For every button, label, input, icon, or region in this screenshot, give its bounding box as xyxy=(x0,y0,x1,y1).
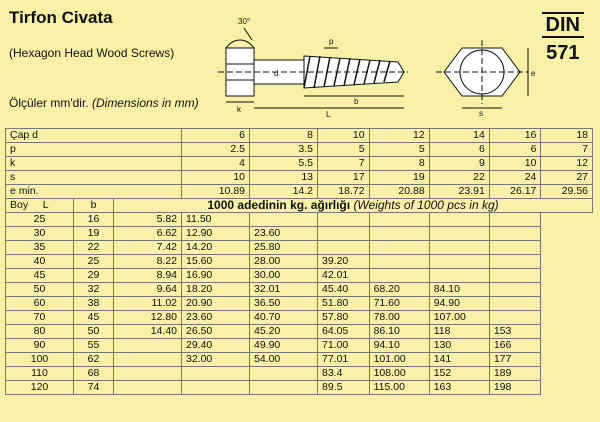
weight-cell xyxy=(489,311,541,325)
weight-cell: 7.42 xyxy=(114,241,182,255)
param-value: 24 xyxy=(489,171,541,185)
weight-cell xyxy=(369,227,429,241)
thread-length-cell: 19 xyxy=(74,227,114,241)
weight-cell xyxy=(114,339,182,353)
param-row xyxy=(6,143,593,157)
weight-cell xyxy=(429,227,489,241)
weight-cell: 118 xyxy=(429,325,489,339)
weight-cell xyxy=(369,255,429,269)
weight-cell: 94.10 xyxy=(369,339,429,353)
dim-p-label: p xyxy=(329,37,334,46)
L-header-label: L xyxy=(42,199,49,211)
din-standard xyxy=(542,12,584,65)
weight-cell: 83.4 xyxy=(318,367,370,381)
param-value: 18 xyxy=(541,129,593,143)
param-value: 5.5 xyxy=(250,157,318,171)
length-cell: 40 xyxy=(6,255,74,269)
param-value: 6 xyxy=(489,143,541,157)
weight-row xyxy=(6,297,593,311)
thread-length-cell: 50 xyxy=(74,325,114,339)
weight-cell xyxy=(429,269,489,283)
param-value: 18.72 xyxy=(318,185,370,199)
weight-row xyxy=(6,325,593,339)
weight-cell: 26.50 xyxy=(182,325,250,339)
param-value: 26.17 xyxy=(489,185,541,199)
din-label: DIN xyxy=(542,12,584,38)
length-cell: 80 xyxy=(6,325,74,339)
param-value: 27 xyxy=(541,171,593,185)
weight-cell: 152 xyxy=(429,367,489,381)
weight-cell: 39.20 xyxy=(318,255,370,269)
weight-cell: 54.00 xyxy=(250,353,318,367)
weight-cell: 45.40 xyxy=(318,283,370,297)
weight-cell: 32.00 xyxy=(182,353,250,367)
dim-e-label: e xyxy=(531,69,536,78)
param-value: 9 xyxy=(429,157,489,171)
weight-cell: 11.50 xyxy=(182,213,250,227)
length-cell: 70 xyxy=(6,311,74,325)
thread-length-cell: 22 xyxy=(74,241,114,255)
weight-cell: 115.00 xyxy=(369,381,429,395)
boy-header xyxy=(6,199,74,213)
weights-header-body xyxy=(6,199,593,213)
weight-cell xyxy=(429,213,489,227)
param-value: 12 xyxy=(369,129,429,143)
param-value: 29.56 xyxy=(541,185,593,199)
dim-s-label: s xyxy=(479,109,483,118)
weight-cell: 71.00 xyxy=(318,339,370,353)
param-value: 5 xyxy=(369,143,429,157)
param-value: 10 xyxy=(182,171,250,185)
param-value: 7 xyxy=(541,143,593,157)
weight-cell: 177 xyxy=(489,353,541,367)
weight-cell xyxy=(369,269,429,283)
page-title: Tirfon Civata xyxy=(9,8,113,27)
weight-cell xyxy=(114,367,182,381)
param-value: 14.2 xyxy=(250,185,318,199)
weight-row xyxy=(6,283,593,297)
weight-row xyxy=(6,213,593,227)
weights-body xyxy=(6,213,593,395)
param-value: 5 xyxy=(318,143,370,157)
weight-cell: 18.20 xyxy=(182,283,250,297)
param-value: 8 xyxy=(369,157,429,171)
weight-cell: 6.62 xyxy=(114,227,182,241)
param-label: p xyxy=(6,143,182,157)
weight-cell: 163 xyxy=(429,381,489,395)
weight-cell xyxy=(369,241,429,255)
thread-length-cell: 74 xyxy=(74,381,114,395)
weight-cell: 42.01 xyxy=(318,269,370,283)
weight-cell xyxy=(318,213,370,227)
weight-row xyxy=(6,241,593,255)
screw-technical-drawing xyxy=(208,10,538,118)
weight-cell: 189 xyxy=(489,367,541,381)
weight-cell xyxy=(318,227,370,241)
weight-cell: 30.00 xyxy=(250,269,318,283)
thread-length-cell: 16 xyxy=(74,213,114,227)
weight-cell: 86.10 xyxy=(369,325,429,339)
weight-cell: 23.60 xyxy=(182,311,250,325)
length-cell: 25 xyxy=(6,213,74,227)
param-row xyxy=(6,129,593,143)
weight-cell: 101.00 xyxy=(369,353,429,367)
thread-length-cell: 45 xyxy=(74,311,114,325)
weight-cell: 45.20 xyxy=(250,325,318,339)
param-value: 12 xyxy=(541,157,593,171)
thread-length-cell: 29 xyxy=(74,269,114,283)
param-value: 3.5 xyxy=(250,143,318,157)
weight-cell: 64.05 xyxy=(318,325,370,339)
param-value: 17 xyxy=(318,171,370,185)
weight-cell: 84.10 xyxy=(429,283,489,297)
weight-cell: 94.90 xyxy=(429,297,489,311)
param-row xyxy=(6,157,593,171)
weight-cell: 153 xyxy=(489,325,541,339)
weight-cell: 68.20 xyxy=(369,283,429,297)
param-label: s xyxy=(6,171,182,185)
weight-row xyxy=(6,339,593,353)
weight-cell: 49.90 xyxy=(250,339,318,353)
param-value: 4 xyxy=(182,157,250,171)
weight-row xyxy=(6,269,593,283)
dim-k-label: k xyxy=(237,105,241,114)
weight-cell xyxy=(182,381,250,395)
weight-cell: 130 xyxy=(429,339,489,353)
thread-length-cell: 55 xyxy=(74,339,114,353)
units-note xyxy=(9,96,199,110)
weight-row xyxy=(6,311,593,325)
length-cell: 110 xyxy=(6,367,74,381)
weight-cell: 23.60 xyxy=(250,227,318,241)
weight-cell: 108.00 xyxy=(369,367,429,381)
param-row xyxy=(6,185,593,199)
weights-banner xyxy=(114,199,593,213)
weight-cell xyxy=(489,241,541,255)
weight-row xyxy=(6,227,593,241)
param-value: 13 xyxy=(250,171,318,185)
thread-length-cell: 68 xyxy=(74,367,114,381)
weights-title-tr: 1000 adedinin kg. ağırlığı xyxy=(207,198,351,212)
weight-cell: 51.80 xyxy=(318,297,370,311)
weight-row xyxy=(6,367,593,381)
param-value: 10 xyxy=(489,157,541,171)
param-value: 6 xyxy=(182,129,250,143)
weight-cell xyxy=(489,269,541,283)
weight-cell xyxy=(114,353,182,367)
weight-cell: 71.60 xyxy=(369,297,429,311)
param-label: Çap d xyxy=(6,129,182,143)
weight-cell: 14.40 xyxy=(114,325,182,339)
weight-cell xyxy=(250,367,318,381)
weight-cell: 16.90 xyxy=(182,269,250,283)
weight-cell xyxy=(489,283,541,297)
param-value: 20.88 xyxy=(369,185,429,199)
weight-cell xyxy=(489,255,541,269)
weight-cell: 29.40 xyxy=(182,339,250,353)
weight-row xyxy=(6,381,593,395)
param-value: 10.89 xyxy=(182,185,250,199)
weights-title-en: (Weights of 1000 pcs in kg) xyxy=(353,198,499,212)
weight-cell: 12.90 xyxy=(182,227,250,241)
weight-cell xyxy=(250,213,318,227)
length-cell: 120 xyxy=(6,381,74,395)
b-header: b xyxy=(74,199,114,213)
weight-cell xyxy=(182,367,250,381)
param-value: 7 xyxy=(318,157,370,171)
weight-cell: 107.00 xyxy=(429,311,489,325)
thread-length-cell: 32 xyxy=(74,283,114,297)
param-value: 2.5 xyxy=(182,143,250,157)
param-value: 10 xyxy=(318,129,370,143)
weight-cell xyxy=(489,227,541,241)
weight-cell xyxy=(114,381,182,395)
param-value: 22 xyxy=(429,171,489,185)
weights-header-row xyxy=(6,199,593,213)
weight-cell xyxy=(489,213,541,227)
weight-cell xyxy=(369,213,429,227)
param-value: 19 xyxy=(369,171,429,185)
weight-cell: 20.90 xyxy=(182,297,250,311)
weight-row xyxy=(6,353,593,367)
weight-cell: 8.22 xyxy=(114,255,182,269)
dim-L-label: L xyxy=(326,110,331,118)
dim-d-label: d xyxy=(274,69,279,78)
weight-cell xyxy=(489,297,541,311)
weight-cell: 141 xyxy=(429,353,489,367)
weight-cell: 89.5 xyxy=(318,381,370,395)
param-value: 8 xyxy=(250,129,318,143)
weight-cell xyxy=(250,381,318,395)
thread-length-cell: 25 xyxy=(74,255,114,269)
page-subtitle: (Hexagon Head Wood Screws) xyxy=(9,46,175,60)
screw-shank xyxy=(254,60,304,84)
dim-b-label: b xyxy=(354,97,359,106)
thread-length-cell: 62 xyxy=(74,353,114,367)
param-value: 6 xyxy=(429,143,489,157)
weight-cell: 78.00 xyxy=(369,311,429,325)
param-value: 14 xyxy=(429,129,489,143)
weight-cell: 25.80 xyxy=(250,241,318,255)
din-number: 571 xyxy=(546,42,580,64)
weight-cell: 11.02 xyxy=(114,297,182,311)
length-cell: 35 xyxy=(6,241,74,255)
weight-cell: 5.82 xyxy=(114,213,182,227)
weight-cell: 198 xyxy=(489,381,541,395)
weight-cell: 77.01 xyxy=(318,353,370,367)
param-value: 23.91 xyxy=(429,185,489,199)
weight-row xyxy=(6,255,593,269)
length-cell: 100 xyxy=(6,353,74,367)
weight-cell: 12.80 xyxy=(114,311,182,325)
weight-cell: 8.94 xyxy=(114,269,182,283)
param-row xyxy=(6,171,593,185)
weight-cell xyxy=(429,255,489,269)
dimensions-weights-table xyxy=(5,128,593,395)
weight-cell: 40.70 xyxy=(250,311,318,325)
param-value: 16 xyxy=(489,129,541,143)
length-cell: 90 xyxy=(6,339,74,353)
angle-label: 30° xyxy=(238,17,251,26)
weight-cell: 57.80 xyxy=(318,311,370,325)
weight-cell: 15.60 xyxy=(182,255,250,269)
param-label: k xyxy=(6,157,182,171)
weight-cell: 14.20 xyxy=(182,241,250,255)
weight-cell: 36.50 xyxy=(250,297,318,311)
weight-cell xyxy=(318,241,370,255)
param-label: e min. xyxy=(6,185,182,199)
weight-cell: 166 xyxy=(489,339,541,353)
length-cell: 60 xyxy=(6,297,74,311)
weight-cell: 32.01 xyxy=(250,283,318,297)
units-en: (Dimensions in mm) xyxy=(91,96,199,110)
params-body xyxy=(6,129,593,199)
length-cell: 30 xyxy=(6,227,74,241)
length-cell: 45 xyxy=(6,269,74,283)
thread-length-cell: 38 xyxy=(74,297,114,311)
weight-cell: 28.00 xyxy=(250,255,318,269)
length-cell: 50 xyxy=(6,283,74,297)
units-tr: Ölçüler mm'dir. xyxy=(9,96,89,110)
weight-cell: 9.64 xyxy=(114,283,182,297)
boy-label: Boy xyxy=(10,199,29,211)
weight-cell xyxy=(429,241,489,255)
